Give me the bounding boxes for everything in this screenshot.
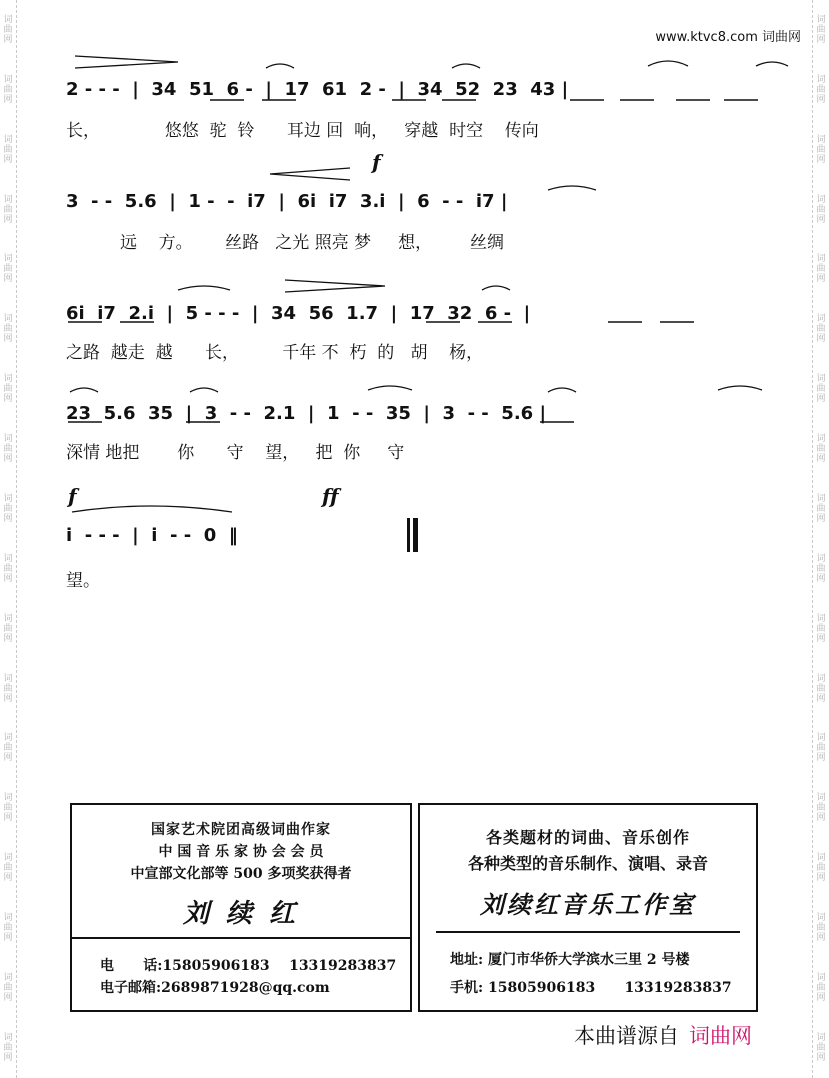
score-notes: 23 5.6 35 | 3 - - 2.1 | 1 - - 35 | 3 - - 5.6 | — [66, 403, 547, 424]
watermark-glyph: 词 — [816, 793, 826, 804]
studio-service-line: 各种类型的音乐制作、演唱、录音 — [467, 854, 708, 873]
dynamic-marking: ff — [322, 484, 339, 508]
watermark-glyph: 网 — [3, 633, 13, 644]
watermark-glyph: 网 — [3, 573, 13, 584]
watermark-glyph: 曲 — [816, 803, 826, 814]
watermark-glyph: 曲 — [3, 204, 13, 215]
watermark-glyph: 词 — [3, 613, 13, 624]
watermark-glyph: 曲 — [3, 803, 13, 814]
watermark-glyph-group — [3, 1033, 12, 1063]
watermark-glyph: 词 — [816, 613, 826, 624]
watermark-glyph: 词 — [816, 254, 826, 265]
watermark-glyph: 词 — [816, 194, 826, 205]
watermark-glyph: 网 — [3, 513, 13, 524]
watermark-glyph: 网 — [3, 214, 13, 225]
watermark-glyph: 词 — [816, 673, 826, 684]
watermark-glyph: 词 — [3, 374, 13, 385]
watermark-glyph: 词 — [3, 134, 13, 145]
watermark-glyph: 网 — [3, 154, 13, 165]
watermark-glyph: 词 — [3, 733, 13, 744]
watermark-glyph: 曲 — [3, 264, 13, 275]
watermark-glyph: 词 — [816, 134, 826, 145]
mobile-label: 手机: — [450, 980, 484, 996]
watermark-glyph: 网 — [3, 1052, 13, 1063]
watermark-glyph: 曲 — [816, 204, 826, 215]
watermark-glyph: 曲 — [3, 982, 13, 993]
watermark-glyph: 网 — [816, 34, 826, 45]
slur — [266, 64, 294, 68]
watermark-glyph: 网 — [3, 813, 13, 824]
watermark-glyph: 网 — [3, 34, 13, 45]
watermark-glyph: 词 — [3, 853, 13, 864]
watermark-glyph: 词 — [816, 553, 826, 564]
phone-label: 电 话: — [100, 958, 163, 974]
studio-service-line: 各类题材的词曲、音乐创作 — [485, 828, 690, 847]
address-value: 厦门市华侨大学滨水三里 2 号楼 — [488, 952, 690, 968]
watermark-glyph: 网 — [816, 214, 826, 225]
watermark-glyph: 词 — [3, 314, 13, 325]
watermark-glyph: 词 — [816, 314, 826, 325]
watermark-glyph: 曲 — [3, 24, 13, 35]
slur — [548, 186, 596, 190]
watermark-glyph: 网 — [816, 933, 826, 944]
watermark-glyph: 曲 — [3, 743, 13, 754]
watermark-glyph: 网 — [816, 334, 826, 345]
watermark-glyph: 网 — [816, 633, 826, 644]
composer-title-line: 中宣部文化部等 500 多项奖获得者 — [130, 866, 352, 882]
watermark-glyph: 曲 — [3, 503, 13, 514]
watermark-glyph: 曲 — [816, 863, 826, 874]
footer-source-text: 本曲谱源自 — [574, 1024, 679, 1048]
footer-brand-link[interactable]: 词曲网 — [689, 1024, 752, 1048]
watermark-glyph-group — [3, 913, 12, 943]
watermark-glyph: 词 — [3, 254, 13, 265]
email-row — [100, 977, 330, 997]
watermark-glyph: 曲 — [3, 84, 13, 95]
watermark-glyph: 网 — [3, 933, 13, 944]
watermark-glyph: 曲 — [816, 683, 826, 694]
watermark-glyph: 网 — [816, 274, 826, 285]
watermark-glyph-group — [816, 973, 825, 1003]
watermark-glyph: 网 — [3, 394, 13, 405]
watermark-glyph: 网 — [3, 334, 13, 345]
watermark-glyph: 词 — [3, 74, 13, 85]
slur — [718, 386, 762, 390]
slur — [368, 386, 412, 390]
watermark-glyph-group — [3, 973, 12, 1003]
watermark-glyph: 网 — [3, 753, 13, 764]
decrescendo-hairpin — [75, 56, 178, 68]
watermark-glyph: 网 — [816, 693, 826, 704]
watermark-glyph: 网 — [816, 1052, 826, 1063]
watermark-glyph: 网 — [816, 873, 826, 884]
watermark-glyph: 词 — [3, 194, 13, 205]
lyrics-text: 之路 越走 越 长， 千年 不 朽 的 胡 杨， — [66, 343, 484, 363]
watermark-glyph: 网 — [3, 274, 13, 285]
lyrics-text: 深情 地把 你 守 望， 把 你 守 — [66, 443, 405, 463]
watermark-glyph: 词 — [3, 553, 13, 564]
watermark-glyph-group — [816, 913, 825, 943]
score-notes: 3 - - 5.6 | 1 - - i7 | 6i i7 3.i | 6 - - i7 | — [66, 191, 508, 212]
watermark-glyph-group — [3, 853, 12, 883]
address-label: 地址: — [450, 952, 484, 968]
watermark-glyph: 词 — [816, 493, 826, 504]
watermark-glyph: 词 — [816, 434, 826, 445]
watermark-glyph: 曲 — [816, 444, 826, 455]
email-label: 电子邮箱: — [100, 980, 162, 996]
watermark-glyph: 网 — [3, 454, 13, 465]
watermark-glyph-group — [816, 853, 825, 883]
watermark-glyph: 词 — [3, 14, 13, 25]
watermark-glyph: 曲 — [3, 623, 13, 634]
watermark-glyph: 网 — [816, 573, 826, 584]
watermark-glyph: 曲 — [3, 384, 13, 395]
watermark-glyph: 网 — [3, 693, 13, 704]
composer-title-line: 国家艺术院团高级词曲作家 — [151, 822, 331, 838]
dynamic-marking: f — [372, 150, 381, 174]
lyrics-text: 望。 — [66, 571, 100, 591]
composer-signature: 刘 续 红 — [182, 899, 300, 929]
watermark-glyph: 词 — [3, 673, 13, 684]
composer-info-box — [70, 803, 412, 1012]
watermark-glyph: 词 — [816, 913, 826, 924]
watermark-glyph: 曲 — [816, 24, 826, 35]
watermark-glyph: 曲 — [816, 324, 826, 335]
site-url[interactable]: www.ktvc8.com 词曲网 — [655, 30, 801, 45]
studio-signature: 刘续红音乐工作室 — [480, 890, 696, 919]
final-barline-thick — [413, 518, 418, 552]
watermark-glyph: 曲 — [816, 923, 826, 934]
decrescendo-hairpin — [285, 280, 385, 292]
slur — [482, 286, 510, 290]
box-divider — [436, 931, 740, 933]
mobile-row — [450, 977, 732, 997]
watermark-glyph: 词 — [3, 913, 13, 924]
slur — [70, 388, 98, 392]
address-row — [450, 949, 690, 969]
watermark-glyph-group — [3, 733, 12, 763]
mobile-value: 15805906183 13319283837 — [488, 980, 732, 996]
lyrics-text: 远 方。 丝路 之光 照亮 梦 想， 丝绸 — [66, 233, 504, 253]
watermark-glyph-group — [3, 674, 12, 704]
watermark-glyph: 曲 — [816, 1042, 826, 1053]
watermark-glyph: 曲 — [816, 982, 826, 993]
watermark-glyph: 词 — [816, 972, 826, 983]
slur — [648, 61, 688, 66]
watermark-glyph: 网 — [816, 394, 826, 405]
phone-value: 15805906183 13319283837 — [162, 958, 397, 974]
email-value[interactable]: 2689871928@qq.com — [161, 980, 330, 996]
composer-title-line: 中 国 音 乐 家 协 会 会 员 — [158, 844, 324, 860]
slur — [756, 62, 788, 66]
lyrics-text: 长， 悠悠 驼 铃 耳边 回 响， 穿越 时空 传向 — [66, 121, 539, 141]
watermark-glyph: 网 — [816, 513, 826, 524]
watermark-glyph: 网 — [3, 94, 13, 105]
watermark-glyph: 网 — [816, 94, 826, 105]
score-notes: 6i i7 2.i | 5 - - - | 34 56 1.7 | 17 32 6 - | — [66, 303, 531, 324]
watermark-glyph: 词 — [3, 793, 13, 804]
watermark-glyph: 词 — [3, 1032, 13, 1043]
source-footer — [574, 1020, 752, 1050]
watermark-glyph: 曲 — [816, 144, 826, 155]
box-divider — [72, 937, 410, 939]
slur — [452, 64, 480, 68]
watermark-glyph: 词 — [816, 733, 826, 744]
final-barline-thin — [407, 518, 410, 552]
watermark-glyph: 网 — [816, 992, 826, 1003]
watermark-glyph: 网 — [816, 154, 826, 165]
watermark-glyph: 词 — [816, 1032, 826, 1043]
watermark-glyph: 曲 — [3, 563, 13, 574]
watermark-glyph: 曲 — [3, 863, 13, 874]
watermark-glyph: 网 — [816, 813, 826, 824]
watermark-glyph: 词 — [816, 853, 826, 864]
studio-info-box — [418, 803, 758, 1012]
watermark-glyph: 曲 — [816, 503, 826, 514]
tie — [72, 506, 232, 512]
watermark-glyph: 曲 — [816, 384, 826, 395]
watermark-glyph: 曲 — [816, 743, 826, 754]
watermark-glyph: 网 — [3, 992, 13, 1003]
slur — [548, 388, 576, 392]
watermark-glyph: 曲 — [3, 144, 13, 155]
watermark-glyph: 词 — [816, 374, 826, 385]
watermark-glyph: 网 — [816, 753, 826, 764]
watermark-glyph: 词 — [3, 493, 13, 504]
watermark-glyph: 词 — [3, 434, 13, 445]
watermark-glyph: 曲 — [3, 1042, 13, 1053]
watermark-glyph: 网 — [3, 873, 13, 884]
watermark-glyph: 曲 — [816, 563, 826, 574]
watermark-glyph: 词 — [3, 972, 13, 983]
watermark-glyph-group — [816, 733, 825, 763]
watermark-glyph: 网 — [816, 454, 826, 465]
watermark-glyph: 曲 — [3, 683, 13, 694]
watermark-glyph: 曲 — [3, 444, 13, 455]
watermark-glyph: 曲 — [816, 623, 826, 634]
slur — [178, 286, 230, 290]
phone-row — [100, 955, 396, 975]
watermark-glyph: 曲 — [3, 923, 13, 934]
watermark-glyph: 词 — [816, 14, 826, 25]
score-notes: i - - - | i - - 0 ‖ — [66, 525, 238, 546]
watermark-glyph-group — [816, 793, 825, 823]
watermark-glyph: 曲 — [816, 264, 826, 275]
watermark-glyph: 曲 — [3, 324, 13, 335]
dynamic-marking: f — [68, 484, 77, 508]
watermark-glyph-group — [3, 793, 12, 823]
watermark-glyph: 曲 — [816, 84, 826, 95]
slur — [190, 388, 218, 392]
crescendo-hairpin — [270, 168, 350, 180]
watermark-glyph-group — [816, 1033, 825, 1063]
watermark-glyph: 词 — [816, 74, 826, 85]
score-notes: 2 - - - | 34 51 6 - | 17 61 2 - | 34 52 23 43 | — [66, 79, 569, 100]
watermark-glyph-group — [816, 674, 825, 704]
